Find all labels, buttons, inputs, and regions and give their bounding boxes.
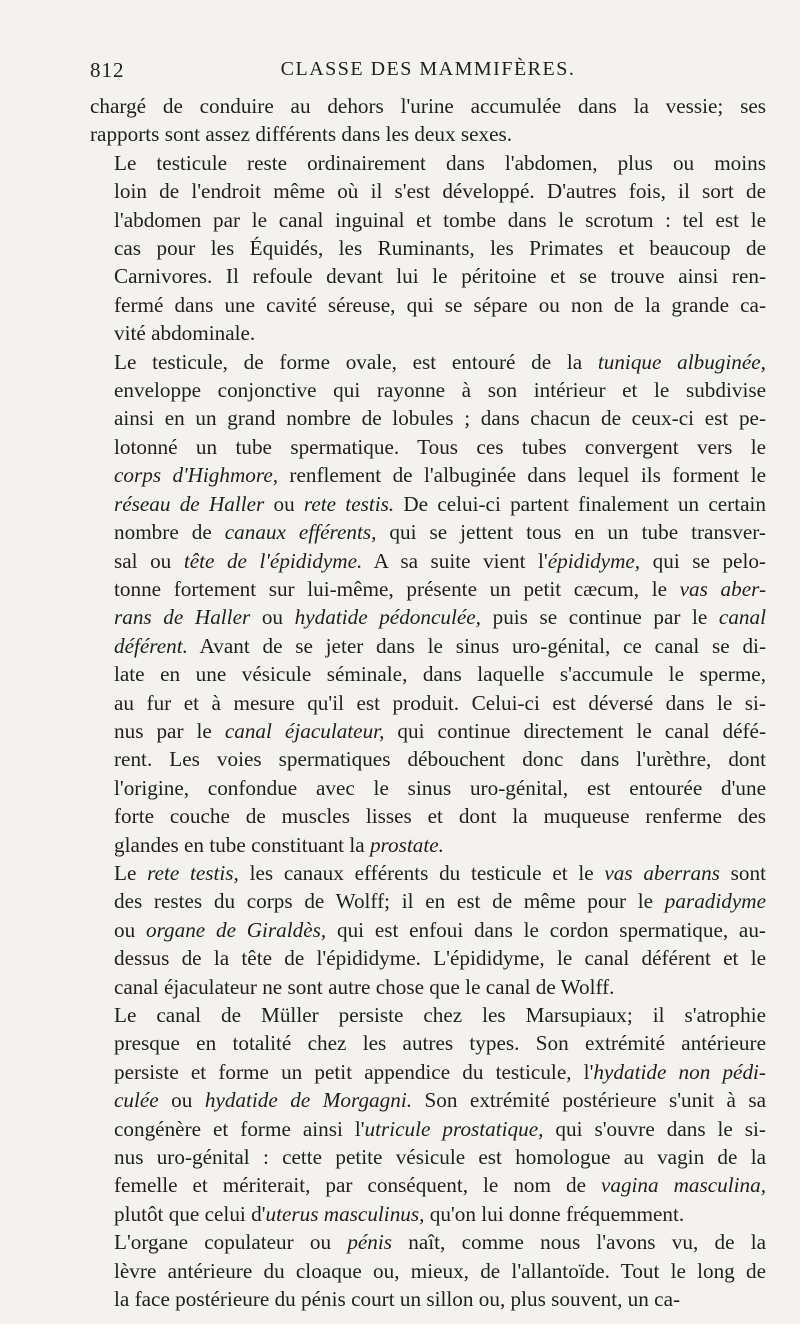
text-run: presque en totalité chez les autres types. Son extrémité antérieure xyxy=(114,1031,766,1056)
text-line xyxy=(90,1200,766,1228)
text-run: plutôt que celui d' xyxy=(114,1201,266,1226)
italic-term: réseau de Haller xyxy=(114,491,265,516)
text-run: ou xyxy=(250,605,295,630)
text-line xyxy=(90,1228,766,1256)
text-line xyxy=(90,262,766,290)
italic-term: prostate. xyxy=(369,832,444,857)
text-run: Carnivores. Il refoule devant lui le péritoine et se trouve ainsi ren- xyxy=(114,264,766,289)
text-line xyxy=(90,1001,766,1029)
text-run: Son extrémité postérieure s'unit à sa xyxy=(412,1088,766,1113)
body-text xyxy=(90,92,766,1313)
italic-term: canaux efférents, xyxy=(224,520,377,545)
text-run: qui se jettent tous en un tube transver- xyxy=(376,520,766,545)
text-run: fermé dans une cavité séreuse, qui se sépare ou non de la grande ca- xyxy=(114,292,766,317)
text-line xyxy=(90,831,766,859)
text-line xyxy=(90,120,766,148)
text-line xyxy=(90,859,766,887)
italic-term: organe de Giraldès, xyxy=(145,917,327,942)
running-head: CLASSE DES MAMMIFÈRES. xyxy=(280,58,576,80)
text-run: puis se continue par le xyxy=(480,605,719,630)
text-run: dessus de la tête de l'épididyme. L'épididyme, le canal déférent et le xyxy=(114,946,766,971)
text-run: Avant de se jeter dans le sinus uro-génital, ce canal se di- xyxy=(187,633,766,658)
italic-term: vas aberrans xyxy=(604,860,720,885)
italic-term: pénis xyxy=(347,1230,393,1255)
italic-term: vas aber- xyxy=(679,576,766,601)
text-line xyxy=(90,490,766,518)
text-line xyxy=(90,461,766,489)
italic-term: tunique albuginée, xyxy=(597,349,766,374)
text-run: qui continue directement le canal défé- xyxy=(384,718,767,743)
text-run: nus par le xyxy=(114,718,225,743)
paragraph xyxy=(90,1228,766,1313)
text-line xyxy=(90,348,766,376)
italic-term: culée xyxy=(114,1088,159,1113)
text-run: nus uro-génital : cette petite vésicule est homologue au vagin de la xyxy=(114,1145,766,1170)
text-run: ou xyxy=(114,917,146,942)
paragraph xyxy=(90,1001,766,1228)
text-line xyxy=(90,603,766,631)
text-run: ou xyxy=(158,1088,205,1113)
text-run: late en une vésicule séminale, dans laquelle s'accumule le sperme, xyxy=(114,662,766,687)
text-line xyxy=(90,802,766,830)
italic-term: uterus masculinus, xyxy=(265,1201,425,1226)
text-line xyxy=(90,319,766,347)
text-line xyxy=(90,177,766,205)
text-line xyxy=(90,887,766,915)
text-run: loin de l'endroit même où il s'est développé. D'autres fois, il sort de xyxy=(114,179,766,204)
text-run: Le canal de Müller persiste chez les Marsupiaux; il s'atrophie xyxy=(114,1003,766,1027)
text-line xyxy=(90,518,766,546)
text-line xyxy=(90,774,766,802)
text-run: forte couche de muscles lisses et dont la muqueuse renferme des xyxy=(114,804,766,829)
text-run: naît, comme nous l'avons vu, de la xyxy=(392,1230,766,1255)
paragraph xyxy=(90,92,766,149)
text-line xyxy=(90,92,766,120)
italic-term: rete testis, xyxy=(147,860,239,885)
italic-term: utricule prostatique, xyxy=(364,1116,544,1141)
text-line xyxy=(90,1115,766,1143)
text-line xyxy=(90,291,766,319)
text-line xyxy=(90,632,766,660)
text-run: Le testicule, de forme ovale, est entouré de la xyxy=(114,349,598,374)
italic-term: épididyme, xyxy=(547,548,641,573)
text-line xyxy=(90,916,766,944)
text-run: Le testicule reste ordinairement dans l'abdomen, plus ou moins xyxy=(114,150,766,175)
text-run: chargé de conduire au dehors l'urine accumulée dans la vessie; ses xyxy=(90,94,766,118)
text-run: l'abdomen par le canal inguinal et tombe dans le scrotum : tel est le xyxy=(114,207,766,232)
text-run: lotonné un tube spermatique. Tous ces tubes convergent vers le xyxy=(114,434,766,459)
text-line xyxy=(90,1029,766,1057)
text-line xyxy=(90,1171,766,1199)
text-line xyxy=(90,660,766,688)
text-run: persiste et forme un petit appendice du testicule, l' xyxy=(114,1059,594,1084)
italic-term: hydatide de Morgagni. xyxy=(204,1088,412,1113)
text-run: lèvre antérieure du cloaque ou, mieux, de l'allantoïde. Tout le long de xyxy=(114,1258,766,1283)
book-page xyxy=(90,52,767,1312)
italic-term: canal éjaculateur, xyxy=(224,718,385,743)
text-line xyxy=(90,376,766,404)
text-run: rapports sont assez différents dans les deux sexes. xyxy=(90,122,513,147)
text-run: qu'on lui donne fréquemment. xyxy=(424,1201,685,1226)
italic-term: corps d'Highmore, xyxy=(114,463,279,488)
paragraph xyxy=(90,859,766,1001)
text-run: glandes en tube constituant la xyxy=(114,832,370,857)
italic-term: tête de l'épididyme. xyxy=(183,548,363,573)
text-run: qui est enfoui dans le cordon spermatique, au- xyxy=(326,917,766,942)
text-line xyxy=(90,717,766,745)
text-run: sal ou xyxy=(114,548,184,573)
italic-term: hydatide pédonculée, xyxy=(294,605,481,630)
paragraph xyxy=(90,149,766,348)
text-line xyxy=(90,1257,766,1285)
text-run: A sa suite vient l' xyxy=(362,548,548,573)
text-line xyxy=(90,1058,766,1086)
text-run: sont xyxy=(719,860,766,885)
text-run: l'origine, confondue avec le sinus uro-génital, est entourée d'une xyxy=(114,775,766,800)
text-run: cas pour les Équidés, les Ruminants, les Primates et beaucoup de xyxy=(114,236,766,261)
text-line xyxy=(90,1285,766,1313)
paragraph xyxy=(90,348,766,859)
text-line xyxy=(90,234,766,262)
text-run: renflement de l'albuginée dans lequel ils forment le xyxy=(278,463,766,488)
text-line xyxy=(90,745,766,773)
text-run: ou xyxy=(264,491,304,516)
italic-term: vagina masculina, xyxy=(600,1173,766,1198)
italic-term: paradidyme xyxy=(664,889,766,914)
text-run: enveloppe conjonctive qui rayonne à son intérieur et le subdivise xyxy=(114,378,766,403)
text-line xyxy=(90,689,766,717)
text-run: canal éjaculateur ne sont autre chose que le canal de Wolff. xyxy=(114,974,615,999)
italic-term: rete testis. xyxy=(303,491,395,516)
italic-term: hydatide non pédi- xyxy=(593,1059,766,1084)
page-number: 812 xyxy=(90,58,125,82)
text-run: vité abdominale. xyxy=(114,321,256,346)
italic-term: canal xyxy=(718,605,766,630)
text-line xyxy=(90,973,766,1001)
text-line xyxy=(90,433,766,461)
text-run: les canaux efférents du testicule et le xyxy=(238,860,605,885)
text-line xyxy=(90,404,766,432)
text-run: nombre de xyxy=(114,520,225,545)
italic-term: déférent. xyxy=(114,633,188,658)
text-run: ainsi en un grand nombre de lobules ; dans chacun de ceux-ci est pe- xyxy=(114,406,766,431)
text-run: L'organe copulateur ou xyxy=(114,1230,348,1255)
text-run: tonne fortement sur lui-même, présente un petit cæcum, le xyxy=(114,576,680,601)
text-run: la face postérieure du pénis court un sillon ou, plus souvent, un ca- xyxy=(114,1287,681,1312)
text-line xyxy=(90,149,766,177)
text-run: congénère et forme ainsi l' xyxy=(114,1116,365,1141)
text-run: femelle et mériterait, par conséquent, le nom de xyxy=(114,1173,601,1198)
text-line xyxy=(90,575,766,603)
text-line xyxy=(90,547,766,575)
text-run: De celui-ci partent finalement un certain xyxy=(394,491,766,516)
text-run: rent. Les voies spermatiques débouchent donc dans l'urèthre, dont xyxy=(114,747,766,772)
text-run: qui se pelo- xyxy=(640,548,766,573)
text-line xyxy=(90,1086,766,1114)
text-run: des restes du corps de Wolff; il en est de même pour le xyxy=(114,889,665,914)
text-line xyxy=(90,1143,766,1171)
page-header xyxy=(90,52,766,92)
text-run: qui s'ouvre dans le si- xyxy=(543,1116,766,1141)
text-run: Le xyxy=(114,860,148,885)
text-line xyxy=(90,206,766,234)
italic-term: rans de Haller xyxy=(114,605,251,630)
text-run: au fur et à mesure qu'il est produit. Celui-ci est déversé dans le si- xyxy=(114,690,766,715)
text-line xyxy=(90,944,766,972)
